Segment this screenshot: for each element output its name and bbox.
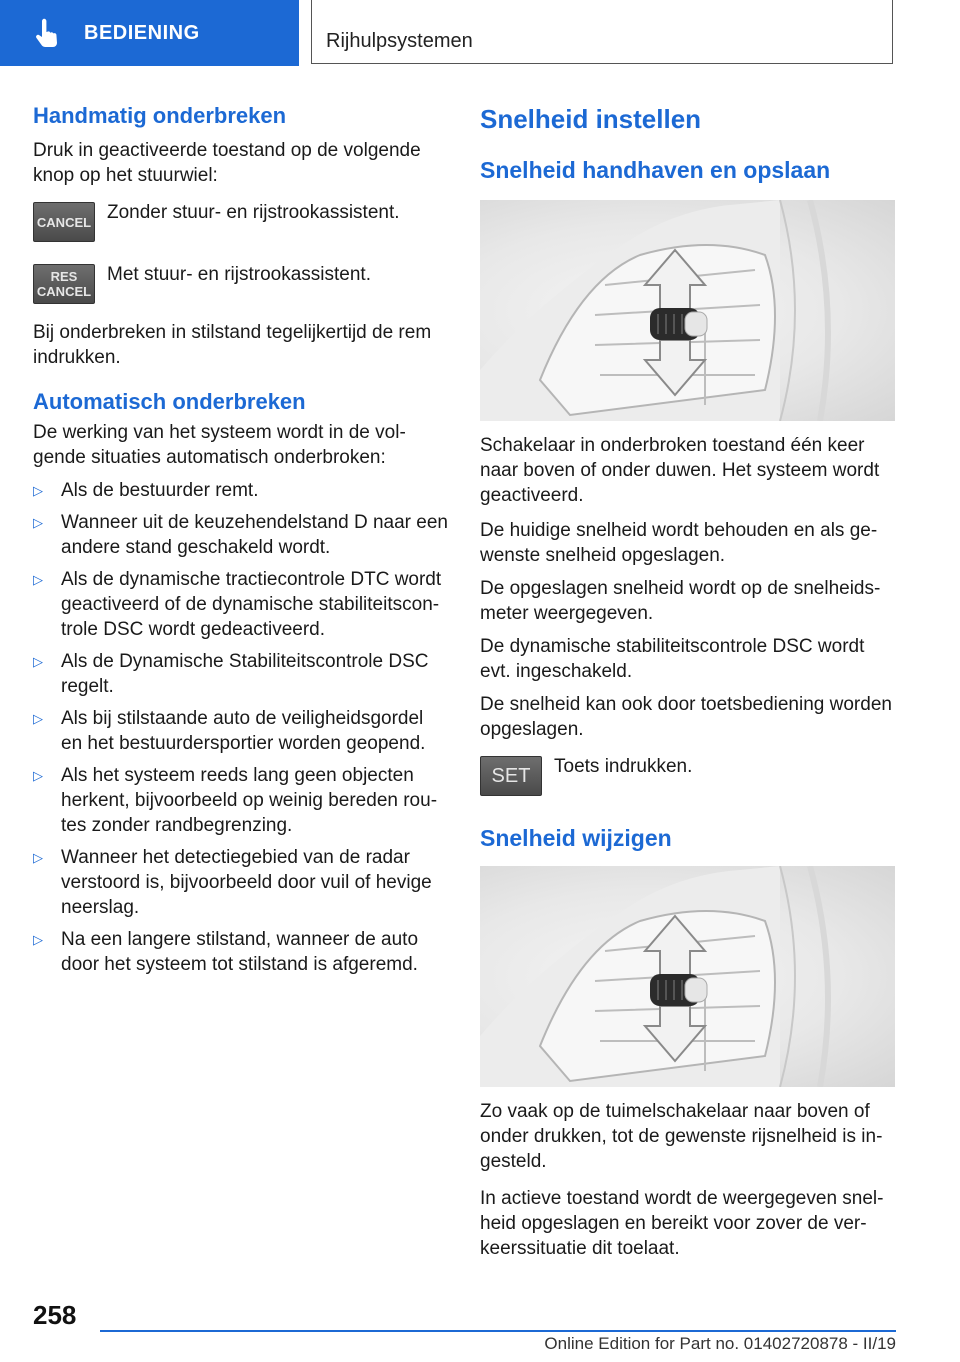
list-item: ▷ Als bij stilstaande auto de veiligheidsgordel en het bestuurdersportier worden geopend. (33, 708, 426, 754)
res-cancel-button-row (33, 264, 448, 304)
change-p2: In actieve toestand wordt de weergegeven snelheid opgeslagen en bereikt voor zover de verkeerssituatie dit toelaat. (480, 1188, 884, 1259)
keep-p1: Schakelaar in onderbroken toestand één keer naar boven of onder duwen. Het systeem wordt geactiveerd. (480, 435, 880, 506)
triangle-bullet-icon: ▷ (33, 768, 43, 783)
cancel-key-line: CANCEL (36, 284, 92, 299)
edition-text: Online Edition for Part no. 01402720878 - II/19 (544, 1334, 896, 1353)
list-item: ▷ Wanneer uit de keuzehendelstand D naar een andere stand geschakeld wordt. (33, 512, 448, 558)
rocker-switch-photo (480, 866, 895, 1087)
chapter-header (311, 0, 893, 64)
triangle-bullet-icon: ▷ (33, 711, 43, 726)
triangle-bullet-icon: ▷ (33, 654, 43, 669)
stationary-brake-note: Bij onderbreken in stilstand tegelijkertijd de rem indrukken. (33, 322, 432, 368)
triangle-bullet-icon: ▷ (33, 850, 43, 865)
automatic-conditions-list (33, 478, 448, 977)
right-column (480, 100, 896, 1261)
list-item: ▷ Wanneer het detectiegebied van de radar verstoord is, bijvoorbeeld door vuil of hevige neerslag. (33, 847, 432, 918)
set-key-image: SET (480, 756, 542, 796)
triangle-bullet-icon: ▷ (33, 932, 43, 947)
keep-p5: De snelheid kan ook door toetsbediening worden opgeslagen. (480, 694, 892, 740)
triangle-bullet-icon: ▷ (33, 515, 43, 530)
section-label: BEDIENING (84, 21, 200, 44)
page-number: 258 (33, 1300, 77, 1330)
steering-wheel-switch-photo (480, 200, 895, 421)
left-column (33, 100, 448, 984)
manual-intro: Druk in geactiveerde toestand op de volgende knop op het stuurwiel: (33, 140, 421, 186)
heading-automatic-interrupt: Automatisch onderbreken (33, 389, 306, 414)
res-cancel-key-image (33, 264, 95, 304)
change-p1: Zo vaak op de tuimelschakelaar naar boven of onder drukken, tot de gewenste rijsnelheid is ingesteld. (480, 1101, 883, 1172)
keep-p3: De opgeslagen snelheid wordt op de snelheidsmeter weergegeven. (480, 578, 881, 624)
res-cancel-key-text: Met stuur- en rijstrookassistent. (107, 264, 371, 285)
heading-set-speed: Snelheid instellen (480, 104, 702, 134)
section-tab[interactable] (0, 0, 299, 66)
cancel-button-row (33, 202, 448, 242)
cancel-key-text: Zonder stuur- en rijstrookassistent. (107, 202, 400, 223)
heading-keep-store-speed: Snelheid handhaven en opslaan (480, 157, 831, 183)
list-item: ▷ Als de dynamische tractiecontrole DTC wordt geactiveerd of de dynamische stabiliteitscontrole DSC wordt gedeactiveerd. (33, 569, 442, 640)
set-button-row (480, 756, 896, 796)
keep-p2: De huidige snelheid wordt behouden en als gewenste snelheid opgeslagen. (480, 520, 878, 566)
res-key-line: RES (50, 269, 78, 284)
triangle-bullet-icon: ▷ (33, 572, 43, 587)
list-item: ▷ Als de bestuurder remt. (33, 480, 259, 501)
list-item: ▷ Als de Dynamische Stabiliteitscontrole DSC regelt. (33, 651, 429, 697)
automatic-intro: De werking van het systeem wordt in de volgende situaties automatisch onderbroken: (33, 422, 406, 468)
list-item: ▷ Na een langere stilstand, wanneer de auto door het systeem tot stilstand is afgeremd. (33, 929, 419, 975)
set-key-text: Toets indrukken. (554, 756, 693, 777)
hand-pointer-icon (30, 16, 64, 50)
heading-change-speed: Snelheid wijzigen (480, 825, 672, 851)
chapter-title: Rijhulpsystemen (326, 30, 473, 52)
keep-p4: De dynamische stabiliteitscontrole DSC wordt evt. ingeschakeld. (480, 636, 865, 682)
triangle-bullet-icon: ▷ (33, 483, 43, 498)
footer-divider (100, 1330, 896, 1332)
heading-manual-interrupt: Handmatig onderbreken (33, 103, 287, 128)
list-item: ▷ Als het systeem reeds lang geen objecten herkent, bijvoorbeeld op weinig bereden routes zonder randbegrenzing. (33, 765, 438, 836)
cancel-key-image: CANCEL (33, 202, 95, 242)
